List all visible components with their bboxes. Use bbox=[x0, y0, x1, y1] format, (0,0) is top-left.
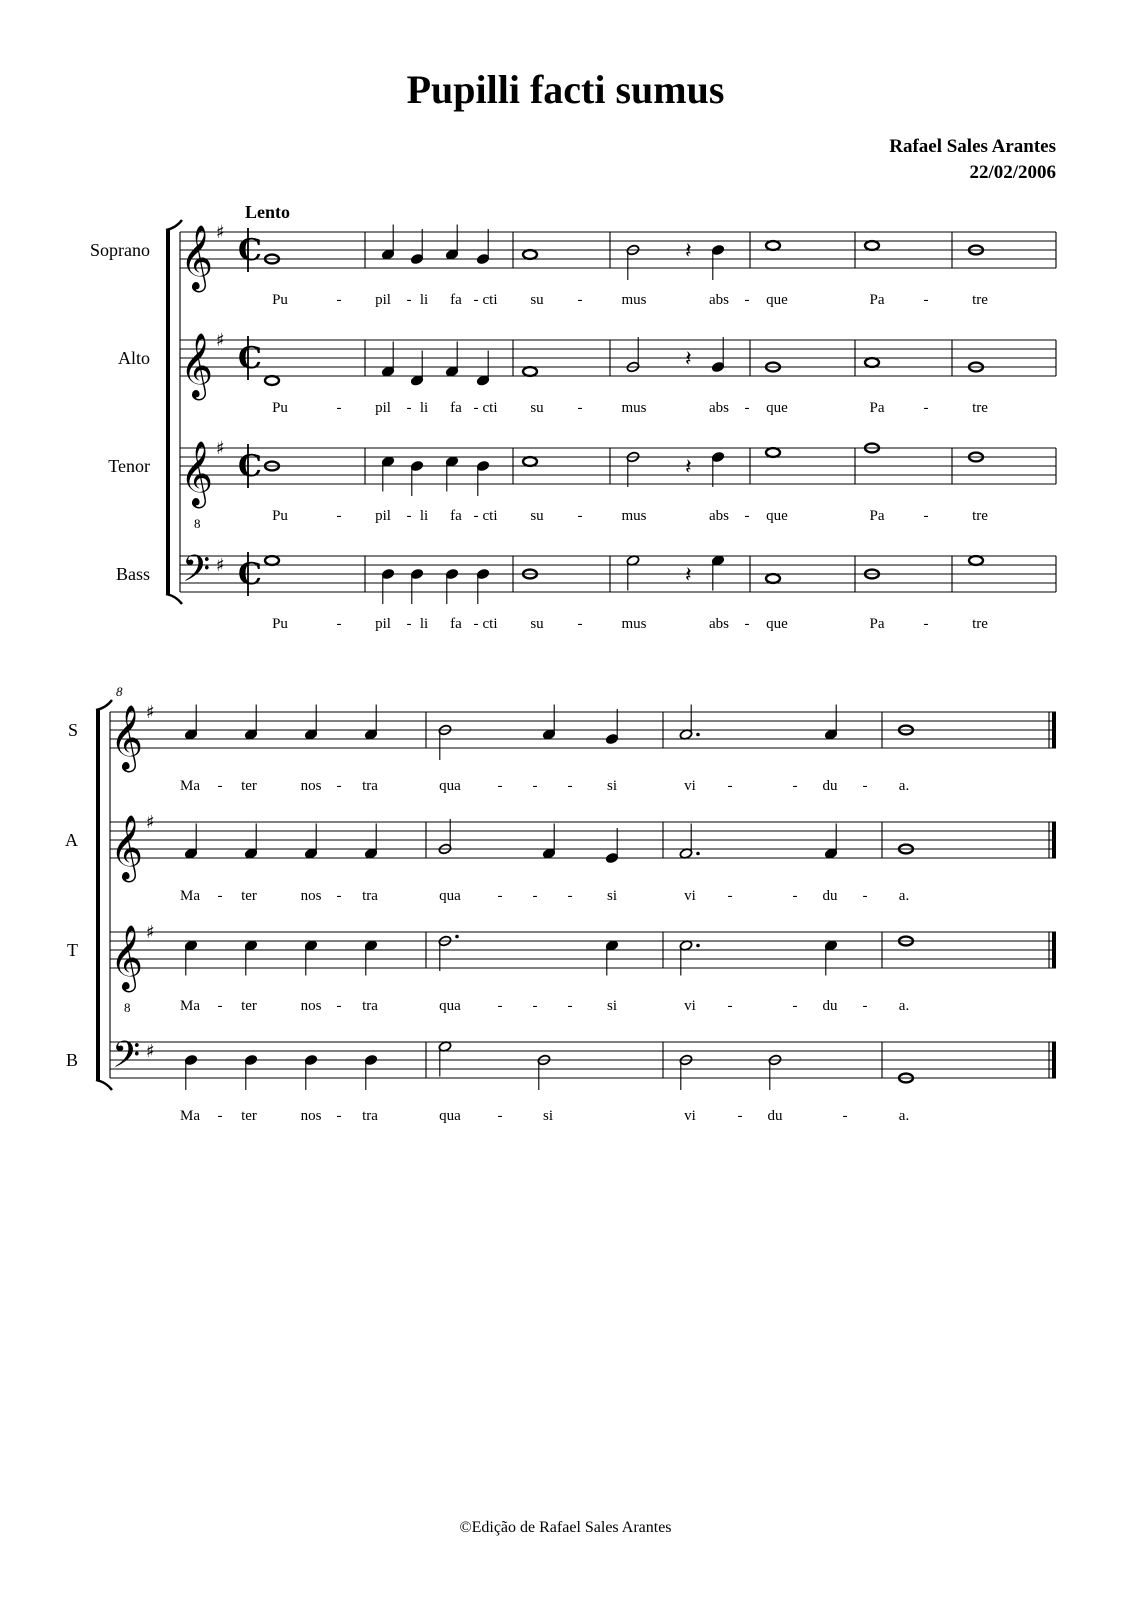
system2-part1-lyric-syllable: - bbox=[532, 888, 538, 904]
score-title: Pupilli facti sumus bbox=[406, 67, 725, 112]
system1-part3-lyric-syllable: fa bbox=[450, 616, 462, 632]
system1-part1-name: Alto bbox=[117, 348, 150, 368]
system2-part1-lyric-syllable: qua bbox=[439, 888, 461, 904]
system1-part1-lyric-syllable: Pu bbox=[272, 400, 288, 416]
system2-part3-lyric-syllable: vi bbox=[684, 1108, 696, 1124]
system1-part1-lyric-syllable: tre bbox=[972, 400, 988, 416]
system2-part0-lyric-syllable: du bbox=[822, 778, 838, 794]
system1-part2-lyric-syllable: pil bbox=[375, 508, 391, 524]
system1-part0-lyric-syllable: li bbox=[419, 292, 429, 308]
system1-part1-lyric-syllable: cti bbox=[482, 400, 498, 416]
system1-part3-lyric-syllable: - bbox=[473, 616, 479, 632]
system2-part2-lyric-syllable: qua bbox=[439, 998, 461, 1014]
system1-part0-whole-note bbox=[766, 241, 780, 250]
system1-part2-cut-time: C bbox=[238, 449, 262, 484]
system2-part2-lyric-syllable: - bbox=[862, 998, 868, 1014]
system1-part2-lyric-syllable: abs bbox=[709, 508, 729, 524]
system2-part1-lyric-syllable: du bbox=[822, 888, 838, 904]
system2-part2-lyric-syllable: - bbox=[567, 998, 573, 1014]
system2-part0-lyric-syllable: Ma bbox=[180, 778, 200, 794]
system1-part1-lyric-syllable: pil bbox=[375, 400, 391, 416]
system1-part1-treble-clef: 𝄞 bbox=[180, 333, 214, 398]
system2-part0-name: S bbox=[67, 720, 78, 740]
system2-part1-lyric-syllable: a. bbox=[898, 888, 910, 904]
system2-part2-lyric-syllable: du bbox=[822, 998, 838, 1014]
system2-part3-bass-clef: 𝄢 bbox=[112, 1034, 141, 1085]
system1-part3-cut-time: C bbox=[238, 557, 262, 592]
system1-part0-lyric-syllable: Pu bbox=[272, 292, 288, 308]
system1-part3-lyric-syllable: - bbox=[923, 616, 929, 632]
system1-part0-lyric-syllable: - bbox=[923, 292, 929, 308]
system2-part0-lyric-syllable: ter bbox=[241, 778, 257, 794]
system1-part2-quarter-rest: 𝄽 bbox=[685, 455, 692, 480]
system2-part0-lyric-syllable: nos bbox=[300, 778, 322, 794]
system2-part3-lyric-syllable: a. bbox=[898, 1108, 910, 1124]
system2-part0-lyric-syllable: - bbox=[727, 778, 733, 794]
system1-part2-octave-8: 8 bbox=[194, 516, 201, 531]
system1-part3-sharp: ♯ bbox=[216, 555, 225, 576]
system1-part1-lyric-syllable: que bbox=[766, 400, 788, 416]
system2-part1-lyric-syllable: Ma bbox=[180, 888, 200, 904]
system1-part3-lyric-syllable: tre bbox=[972, 616, 988, 632]
system2-part0-dot bbox=[696, 733, 700, 737]
system2-part3-lyric-syllable: nos bbox=[300, 1108, 322, 1124]
system1-part3-lyric-syllable: - bbox=[744, 616, 750, 632]
system1-part3-lyric-syllable: Pu bbox=[272, 616, 288, 632]
system1-part2-lyric-syllable: mus bbox=[621, 508, 647, 524]
system2-part2-lyric-syllable: tra bbox=[362, 998, 378, 1014]
system2-part3-lyric-syllable: - bbox=[842, 1108, 848, 1124]
system2-bracket-bottom bbox=[96, 1080, 112, 1090]
system2-part2-lyric-syllable: vi bbox=[684, 998, 696, 1014]
system1-part0-quarter-rest: 𝄽 bbox=[685, 239, 692, 264]
system1-part0-lyric-syllable: Pa bbox=[869, 292, 885, 308]
system1-part0-lyric-syllable: mus bbox=[621, 292, 647, 308]
composition-date: 22/02/2006 bbox=[969, 162, 1056, 183]
system2-part2-octave-8: 8 bbox=[124, 1000, 131, 1015]
tempo-marking: Lento bbox=[245, 202, 290, 222]
system1-part3-lyric-syllable: - bbox=[336, 616, 342, 632]
system1-part2-whole-note bbox=[523, 457, 537, 466]
system1-part3-lyric-syllable: - bbox=[406, 616, 412, 632]
system1-part0-cut-time: C bbox=[238, 233, 262, 268]
system2-part3-lyric-syllable: - bbox=[217, 1108, 223, 1124]
system2-part0-lyric-syllable: - bbox=[862, 778, 868, 794]
system2-part2-lyric-syllable: - bbox=[792, 998, 798, 1014]
system1-part0-lyric-syllable: - bbox=[473, 292, 479, 308]
system2-part1-lyric-syllable: nos bbox=[300, 888, 322, 904]
system2-part3-lyric-syllable: du bbox=[767, 1108, 783, 1124]
system2-part0-lyric-syllable: tra bbox=[362, 778, 378, 794]
system2-part1-sharp: ♯ bbox=[146, 812, 155, 833]
system1-part0-lyric-syllable: cti bbox=[482, 292, 498, 308]
system2-part0-lyric-syllable: si bbox=[606, 778, 618, 794]
system2-part1-lyric-syllable: vi bbox=[684, 888, 696, 904]
system1-part2-lyric-syllable: tre bbox=[972, 508, 988, 524]
system2-part1-lyric-syllable: - bbox=[792, 888, 798, 904]
system1-part1-cut-time: C bbox=[238, 341, 262, 376]
system2-part1-lyric-syllable: - bbox=[217, 888, 223, 904]
system1-part2-lyric-syllable: li bbox=[419, 508, 429, 524]
measure-number: 8 bbox=[116, 684, 123, 699]
system1-part2-lyric-syllable: su bbox=[530, 508, 544, 524]
system1-part3-lyric-syllable: que bbox=[766, 616, 788, 632]
system1-part3-whole-note bbox=[265, 556, 279, 565]
system1-part2-lyric-syllable: que bbox=[766, 508, 788, 524]
system1-part0-lyric-syllable: fa bbox=[450, 292, 462, 308]
system1-part3-whole-note bbox=[969, 556, 983, 565]
system1-part1-lyric-syllable: - bbox=[923, 400, 929, 416]
system2-part0-treble-clef: 𝄞 bbox=[110, 705, 144, 770]
system2-part0-lyric-syllable: a. bbox=[898, 778, 910, 794]
system2-part1-lyric-syllable: - bbox=[497, 888, 503, 904]
system2-part3-lyric-syllable: - bbox=[497, 1108, 503, 1124]
system2-part3-name: B bbox=[65, 1050, 78, 1070]
system2-part0-sharp: ♯ bbox=[146, 702, 155, 723]
system1-part3-quarter-rest: 𝄽 bbox=[685, 563, 692, 588]
system1-part1-sharp: ♯ bbox=[216, 330, 225, 351]
system2-part2-sharp: ♯ bbox=[146, 922, 155, 943]
system2-part0-lyric-syllable: qua bbox=[439, 778, 461, 794]
system2-part3-lyric-syllable: ter bbox=[241, 1108, 257, 1124]
system1-part0-whole-note bbox=[523, 250, 537, 259]
system1-part3-lyric-syllable: - bbox=[577, 616, 583, 632]
system1-part1-whole-note bbox=[265, 376, 279, 385]
system2-part2-lyric-syllable: a. bbox=[898, 998, 910, 1014]
system2-part2-lyric-syllable: Ma bbox=[180, 998, 200, 1014]
system1-part2-treble-clef: 𝄞 bbox=[180, 441, 214, 506]
system1-part2-lyric-syllable: - bbox=[744, 508, 750, 524]
system1-part2-lyric-syllable: - bbox=[577, 508, 583, 524]
system1-part1-lyric-syllable: Pa bbox=[869, 400, 885, 416]
system1-part1-lyric-syllable: su bbox=[530, 400, 544, 416]
system2-part3-lyric-syllable: - bbox=[737, 1108, 743, 1124]
system1-part1-lyric-syllable: - bbox=[473, 400, 479, 416]
system1-part3-lyric-syllable: su bbox=[530, 616, 544, 632]
system1-part3-lyric-syllable: pil bbox=[375, 616, 391, 632]
system1-part2-lyric-syllable: fa bbox=[450, 508, 462, 524]
system1-part0-lyric-syllable: - bbox=[744, 292, 750, 308]
system2-part1-lyric-syllable: - bbox=[336, 888, 342, 904]
system2-part3-lyric-syllable: tra bbox=[362, 1108, 378, 1124]
system1-part3-lyric-syllable: cti bbox=[482, 616, 498, 632]
system1-part3-lyric-syllable: Pa bbox=[869, 616, 885, 632]
system1-part0-lyric-syllable: pil bbox=[375, 292, 391, 308]
system1-part1-lyric-syllable: - bbox=[336, 400, 342, 416]
system2-part1-treble-clef: 𝄞 bbox=[110, 815, 144, 880]
system2-part2-lyric-syllable: - bbox=[217, 998, 223, 1014]
system1-part2-lyric-syllable: - bbox=[473, 508, 479, 524]
system1-part3-name: Bass bbox=[115, 564, 150, 584]
system1-part2-lyric-syllable: - bbox=[336, 508, 342, 524]
system1-part2-name: Tenor bbox=[108, 456, 150, 476]
system2-part3-lyric-syllable: qua bbox=[439, 1108, 461, 1124]
system2-part0-lyric-syllable: vi bbox=[684, 778, 696, 794]
system2-part0-lyric-syllable: - bbox=[567, 778, 573, 794]
system1-part3-whole-note bbox=[766, 574, 780, 583]
system1-part3-lyric-syllable: li bbox=[419, 616, 429, 632]
system2-part2-lyric-syllable: - bbox=[532, 998, 538, 1014]
system1-part0-lyric-syllable: - bbox=[406, 292, 412, 308]
system1-part3-bass-clef: 𝄢 bbox=[182, 548, 211, 599]
system1-part0-treble-clef: 𝄞 bbox=[180, 225, 214, 290]
system2-part1-lyric-syllable: tra bbox=[362, 888, 378, 904]
system2-part0-lyric-syllable: - bbox=[497, 778, 503, 794]
system1-part2-sharp: ♯ bbox=[216, 438, 225, 459]
system2-part3-lyric-syllable: - bbox=[336, 1108, 342, 1124]
system2-part0-lyric-syllable: - bbox=[532, 778, 538, 794]
system1-bracket-bottom bbox=[166, 594, 182, 604]
system2-part1-name: A bbox=[65, 830, 78, 850]
system1-part1-quarter-rest: 𝄽 bbox=[685, 347, 692, 372]
system1-part1-lyric-syllable: li bbox=[419, 400, 429, 416]
composer-name: Rafael Sales Arantes bbox=[889, 136, 1056, 157]
system2-part2-lyric-syllable: ter bbox=[241, 998, 257, 1014]
system2-part1-lyric-syllable: - bbox=[862, 888, 868, 904]
system2-part1-lyric-syllable: si bbox=[606, 888, 618, 904]
system2-part1-lyric-syllable: - bbox=[727, 888, 733, 904]
system1-part0-lyric-syllable: - bbox=[577, 292, 583, 308]
system1-part0-lyric-syllable: tre bbox=[972, 292, 988, 308]
system2-part3-lyric-syllable: Ma bbox=[180, 1108, 200, 1124]
system1-part2-lyric-syllable: Pu bbox=[272, 508, 288, 524]
system2-part2-name: T bbox=[67, 940, 78, 960]
system1-part1-lyric-syllable: - bbox=[744, 400, 750, 416]
system1-part0-name: Soprano bbox=[90, 240, 150, 260]
system1-part2-lyric-syllable: Pa bbox=[869, 508, 885, 524]
system2-part2-lyric-syllable: si bbox=[606, 998, 618, 1014]
system2-part2-lyric-syllable: - bbox=[497, 998, 503, 1014]
system1-part0-whole-note bbox=[865, 241, 879, 250]
system1-part1-lyric-syllable: - bbox=[406, 400, 412, 416]
system1-part3-lyric-syllable: mus bbox=[621, 616, 647, 632]
system2-part1-lyric-syllable: - bbox=[567, 888, 573, 904]
system1-part0-lyric-syllable: abs bbox=[709, 292, 729, 308]
system2-part0-lyric-syllable: - bbox=[336, 778, 342, 794]
system2-part2-dot bbox=[696, 944, 700, 948]
system1-part3-lyric-syllable: abs bbox=[709, 616, 729, 632]
system1-part2-lyric-syllable: - bbox=[406, 508, 412, 524]
system2-part1-lyric-syllable: ter bbox=[241, 888, 257, 904]
system2-part2-treble-clef: 𝄞 bbox=[110, 925, 144, 990]
system1-part1-lyric-syllable: - bbox=[577, 400, 583, 416]
system1-part0-lyric-syllable: - bbox=[336, 292, 342, 308]
system2-part2-lyric-syllable: - bbox=[727, 998, 733, 1014]
system2-part0-lyric-syllable: - bbox=[792, 778, 798, 794]
edition-footer: ©Edição de Rafael Sales Arantes bbox=[459, 1519, 672, 1536]
system1-part2-lyric-syllable: - bbox=[923, 508, 929, 524]
system2-part3-lyric-syllable: si bbox=[542, 1108, 554, 1124]
system2-part1-dot bbox=[696, 852, 700, 856]
system1-part0-lyric-syllable: su bbox=[530, 292, 544, 308]
system1-part1-lyric-syllable: fa bbox=[450, 400, 462, 416]
system2-part2-lyric-syllable: nos bbox=[300, 998, 322, 1014]
system2-part0-lyric-syllable: - bbox=[217, 778, 223, 794]
system2-part2-lyric-syllable: - bbox=[336, 998, 342, 1014]
system1-part1-whole-note bbox=[523, 367, 537, 376]
system1-part1-lyric-syllable: abs bbox=[709, 400, 729, 416]
system1-part0-lyric-syllable: que bbox=[766, 292, 788, 308]
system1-part1-whole-note bbox=[865, 358, 879, 367]
system1-part2-lyric-syllable: cti bbox=[482, 508, 498, 524]
system1-part1-lyric-syllable: mus bbox=[621, 400, 647, 416]
system2-part3-sharp: ♯ bbox=[146, 1041, 155, 1062]
system1-part2-whole-note bbox=[766, 448, 780, 457]
system1-part0-sharp: ♯ bbox=[216, 222, 225, 243]
system2-part2-dot bbox=[455, 935, 459, 939]
